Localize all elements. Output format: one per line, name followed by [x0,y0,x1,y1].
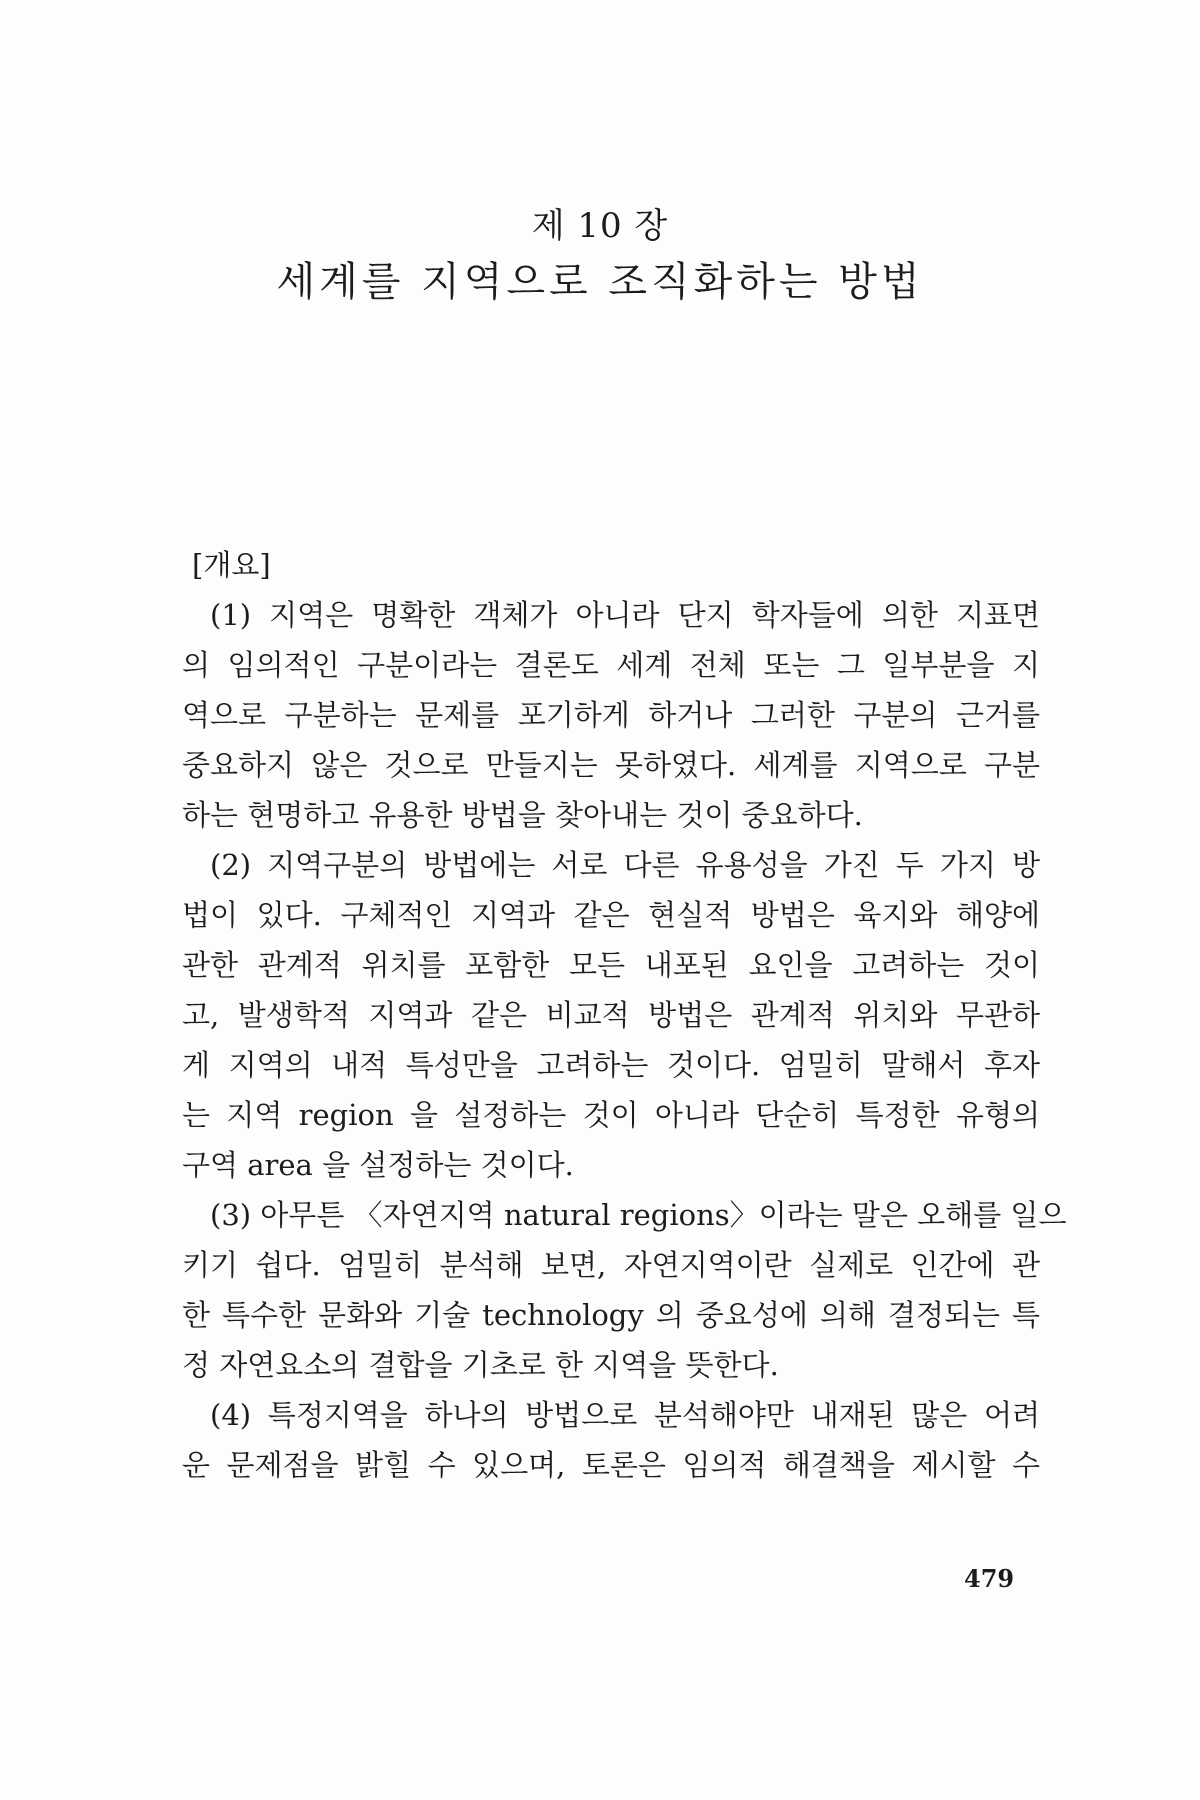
chapter-number: 제 10 장 [531,206,669,246]
text-line: 한 특수한 문화와 기술 technology 의 중요성에 의해 결정되는 특 [182,1298,1040,1332]
text-line: 게 지역의 내적 특성만을 고려하는 것이다. 엄밀히 말해서 후자 [182,1048,1040,1082]
paragraph-3 [182,1190,1067,1390]
text-line: 고, 발생학적 지역과 같은 비교적 방법은 관계적 위치와 무관하 [182,998,1040,1032]
text-line: 는 지역 region 을 설정하는 것이 아니라 단순히 특정한 유형의 [182,1098,1040,1132]
paragraph-2 [182,840,1040,1190]
text-line: 하는 현명하고 유용한 방법을 찾아내는 것이 중요하다. [182,798,863,832]
text-line: (1) 지역은 명확한 객체가 아니라 단지 학자들에 의한 지표면 [210,598,1040,632]
text-line: 의 임의적인 구분이라는 결론도 세계 전체 또는 그 일부분을 지 [182,648,1040,682]
paragraph-1 [182,590,1040,840]
page-number: 479 [964,1564,1015,1593]
text-line: (3) 아무튼 〈자연지역 natural regions〉이라는 말은 오해를 일으 [210,1198,1067,1232]
chapter-title: 세계를 지역으로 조직화하는 방법 [276,259,924,305]
paragraph-4 [182,1390,1040,1490]
text-line: (4) 특정지역을 하나의 방법으로 분석해야만 내재된 많은 어려 [210,1398,1040,1432]
text-line: (2) 지역구분의 방법에는 서로 다른 유용성을 가진 두 가지 방 [210,848,1040,882]
text-line: 관한 관계적 위치를 포함한 모든 내포된 요인을 고려하는 것이 [182,948,1040,982]
body-text [182,540,1067,1490]
text-line: 정 자연요소의 결합을 기초로 한 지역을 뜻한다. [182,1348,779,1382]
text-line: 키기 쉽다. 엄밀히 분석해 보면, 자연지역이란 실제로 인간에 관 [182,1248,1040,1282]
text-line: 중요하지 않은 것으로 만들지는 못하였다. 세계를 지역으로 구분 [182,748,1040,782]
text-line: 법이 있다. 구체적인 지역과 같은 현실적 방법은 육지와 해양에 [182,898,1040,932]
text-line: 역으로 구분하는 문제를 포기하게 하거나 그러한 구분의 근거를 [182,698,1040,732]
text-line: 구역 area 을 설정하는 것이다. [182,1148,574,1182]
text-line: 운 문제점을 밝힐 수 있으며, 토론은 임의적 해결책을 제시할 수 [182,1448,1040,1482]
section-label: [개요] [192,548,271,582]
